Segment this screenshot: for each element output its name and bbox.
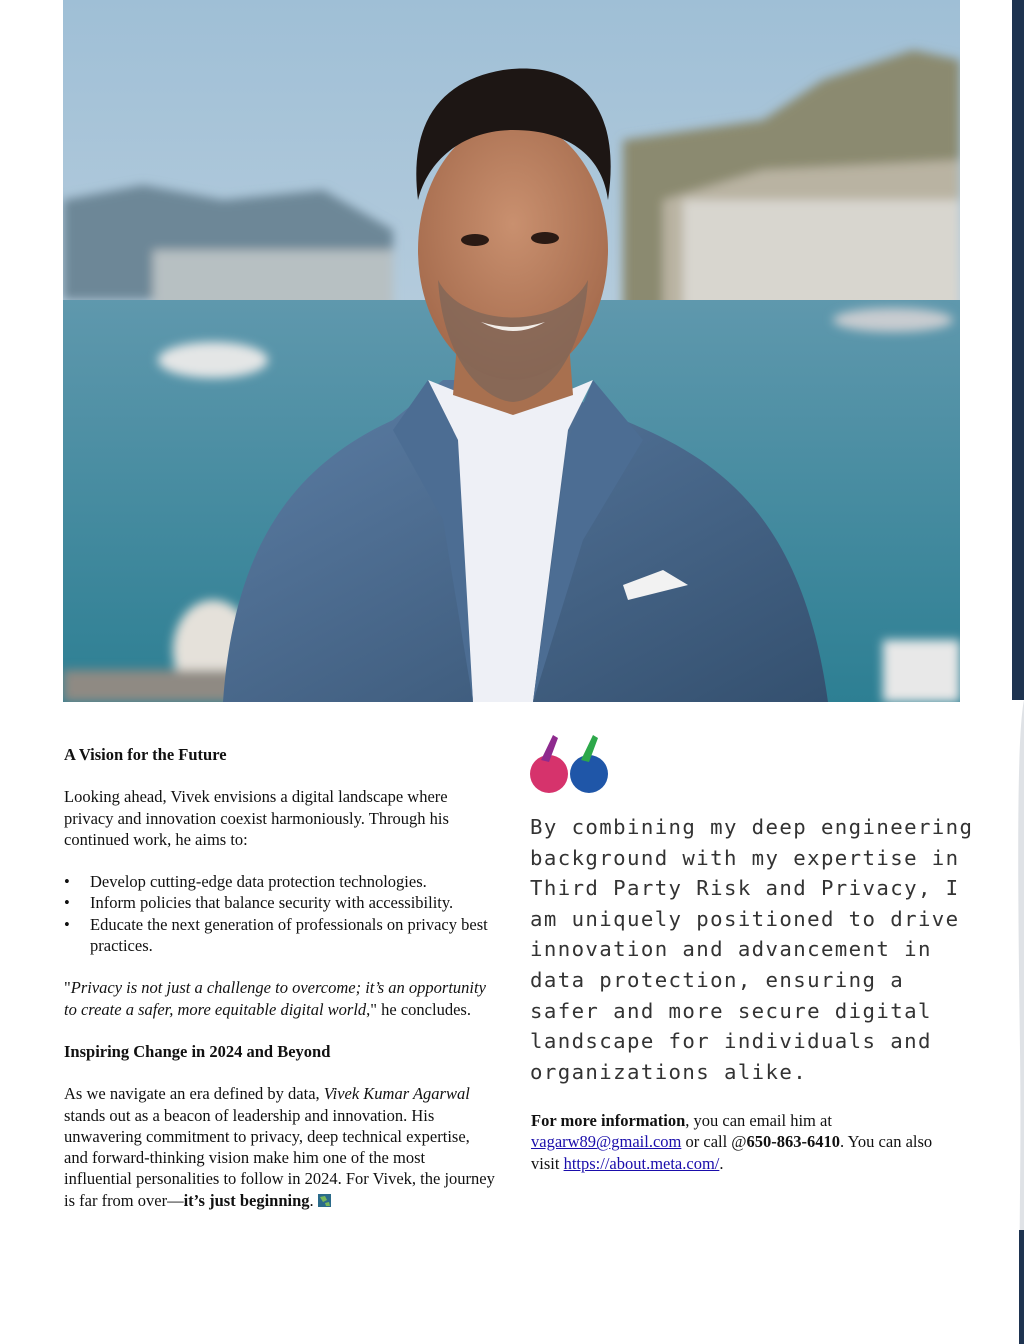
section-heading-inspiring: Inspiring Change in 2024 and Beyond <box>64 1041 331 1061</box>
quote-mark-icon <box>529 734 611 794</box>
person-name: Vivek Kumar Agarwal <box>323 1084 470 1104</box>
quote-open: " <box>64 978 71 998</box>
earth-icon <box>318 1194 331 1207</box>
para-body: stands out as a beacon of leadership and innovation. His unwavering commitment to privacy, deep technical expertise, and forward-thinking vision make him one of the most influential personalities to follow in 2024. For Vivek, the journey is far from over— <box>64 1105 495 1210</box>
website-link[interactable]: https://about.meta.com/ <box>563 1153 720 1173</box>
conclusion-paragraph <box>64 1083 496 1211</box>
contact-text: or call @ <box>681 1132 747 1152</box>
contact-text: . You can also visit <box>531 1132 933 1173</box>
vision-intro: Looking ahead, Vivek envisions a digital landscape where privacy and innovation coexist harmoniously. Through his continued work, he aims to: <box>64 787 449 849</box>
contact-text: , you can email him at <box>685 1111 832 1130</box>
para-prefix: As we navigate an era defined by data, <box>64 1084 324 1104</box>
section-heading-vision: A Vision for the Future <box>64 745 227 764</box>
hero-portrait-photo <box>63 0 960 702</box>
aims-list <box>64 871 496 956</box>
phone-number: 650-863-6410 <box>746 1132 841 1152</box>
list-item: • Develop cutting-edge data protection technologies. <box>64 871 496 892</box>
para-period: . <box>309 1190 314 1210</box>
email-link[interactable]: vagarw89@gmail.com <box>531 1132 682 1152</box>
quote-text: Privacy is not just a challenge to overcome; it’s an opportunity to create a safer, more equitable digital world <box>64 978 486 1019</box>
quote-attribution: ," he concludes. <box>366 999 471 1019</box>
closing-quote <box>64 977 496 1020</box>
contact-text: . <box>719 1153 724 1173</box>
contact-info <box>531 1110 951 1174</box>
pull-quote: By combining my deep engineering background with my expertise in Third Party Risk and Privacy, I am uniquely positioned to drive innovation and advancement in data protection, ensuring a safer and more secure digital landscape for individuals and organizations alike. <box>530 815 974 1084</box>
list-item: • Educate the next generation of professionals on privacy best practices. <box>64 914 496 957</box>
list-item: • Inform policies that balance security with accessibility. <box>64 892 496 913</box>
para-bold-ending: it’s just beginning <box>183 1190 310 1210</box>
contact-label: For more information <box>531 1111 686 1130</box>
page-edge-decoration <box>1010 0 1024 1344</box>
article-left-column <box>64 744 496 1232</box>
